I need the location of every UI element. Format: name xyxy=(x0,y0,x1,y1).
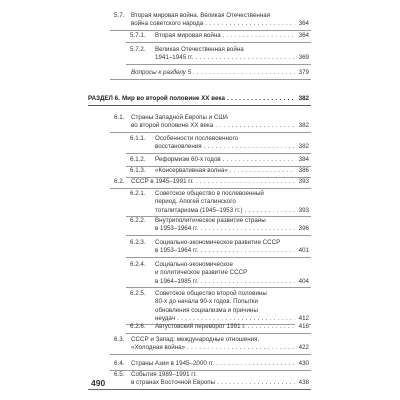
toc-number: 6.2.3. xyxy=(130,239,146,246)
toc-page-number: 382 xyxy=(295,122,309,130)
toc-row xyxy=(130,239,309,256)
toc-title xyxy=(155,261,295,286)
toc-number: 5.7.1. xyxy=(130,32,146,39)
toc-page-number: 401 xyxy=(295,247,309,255)
toc-rule xyxy=(126,235,311,236)
toc-rule xyxy=(126,257,311,258)
toc-title xyxy=(155,239,295,256)
toc-rule xyxy=(126,153,311,154)
toc-title-line: Реформизм 60-х годов . . . xyxy=(155,156,295,164)
toc-row xyxy=(114,178,309,186)
toc-title xyxy=(131,69,295,77)
toc-title xyxy=(155,46,295,63)
book-page xyxy=(88,14,311,400)
toc-number: РАЗДЕЛ 6. xyxy=(88,95,120,102)
toc-title-line: «Консервативная волна» . . . xyxy=(155,167,295,175)
toc-page-number: 422 xyxy=(295,344,309,352)
toc-title-line: Советское общество в послевоенный xyxy=(155,190,264,197)
toc-number: 6.4. xyxy=(114,360,125,367)
footer-rule xyxy=(88,389,311,390)
toc-rule xyxy=(110,132,311,133)
toc-title-line: и политическое развитие СССР xyxy=(155,269,248,277)
toc-title-line: неудач . . . xyxy=(155,315,295,323)
toc-title xyxy=(155,190,295,215)
toc-title-line: «Холодная война» . . . xyxy=(131,344,295,352)
toc-rule xyxy=(110,354,311,355)
toc-number: 5.7.2. xyxy=(130,46,146,53)
toc-number: 6.2.5. xyxy=(130,290,146,297)
toc-row xyxy=(130,32,309,40)
toc-row xyxy=(114,360,309,368)
toc-row xyxy=(114,12,309,29)
toc-number: 6.1.2. xyxy=(130,156,146,163)
toc-title xyxy=(122,95,295,103)
toc-page-number: 393 xyxy=(295,178,309,186)
toc-title-line: СССР в 1945–1991 гг. . . . xyxy=(131,178,295,186)
toc-row xyxy=(130,190,309,215)
toc-title-line: Внутриполитическое развитие страны xyxy=(155,217,266,224)
toc-rule xyxy=(126,42,311,43)
toc-row xyxy=(114,336,309,353)
toc-number: 5.7. xyxy=(114,12,125,19)
toc-title-line: События 1989–1991 гг. xyxy=(131,371,197,378)
toc-row xyxy=(114,114,309,131)
toc-title xyxy=(155,323,295,331)
toc-title xyxy=(131,178,295,186)
toc-rule xyxy=(88,105,311,106)
toc-page-number: 412 xyxy=(295,315,309,323)
toc-title-line: в 1964–1985 гг. . . . xyxy=(155,278,295,286)
toc-section-row xyxy=(88,95,309,103)
toc-title-line: Мир во второй половине XX века . . . xyxy=(122,95,295,103)
toc-page-number: 369 xyxy=(295,54,309,62)
toc-row xyxy=(130,167,309,175)
toc-row xyxy=(114,371,309,388)
page-number: 490 xyxy=(91,378,106,388)
toc-title-line: 80-х до начала 90-х годов. Попытки xyxy=(155,298,259,306)
toc-title xyxy=(155,135,295,152)
toc-rule xyxy=(110,79,311,80)
toc-title-line: Августовский переворот 1991 г. . . . xyxy=(155,323,295,331)
toc-title xyxy=(155,32,295,40)
toc-title-line: период. Апогей сталинского xyxy=(155,198,236,206)
toc-page-number: 393 xyxy=(295,207,309,215)
toc-title-line: Великая Отечественная война xyxy=(155,46,244,53)
toc-title xyxy=(131,336,295,353)
toc-number: 6.1. xyxy=(114,114,125,121)
toc-page-number: 416 xyxy=(295,323,309,331)
toc-title-line: Советское общество второй половины xyxy=(155,290,267,297)
toc-title-line: во второй половине XX века . . . xyxy=(131,122,295,130)
toc-row xyxy=(130,323,309,331)
toc-title-line: в 1953–1964 гг. . . . xyxy=(155,247,295,255)
toc-rule xyxy=(126,287,311,288)
toc-number: 6.5. xyxy=(114,371,125,378)
toc-number: 6.3. xyxy=(114,336,125,343)
toc-title-line: Особенности послевоенного xyxy=(155,135,239,142)
toc-rule xyxy=(110,188,311,189)
toc-title-line: восстановления . . . xyxy=(155,143,295,151)
toc-title-line: Вторая мировая война . . . xyxy=(155,32,295,40)
toc-number: 6.2.1. xyxy=(130,190,146,197)
toc-row xyxy=(130,261,309,286)
toc-number: 6.2.2. xyxy=(130,217,146,224)
toc-title-line: война советского народа . . . xyxy=(131,20,295,28)
toc-number: 6.2.6. xyxy=(130,323,146,330)
toc-title xyxy=(131,360,295,368)
toc-title-line: в 1953–1964 гг. . . . xyxy=(155,225,295,233)
toc-row xyxy=(130,135,309,152)
toc-row xyxy=(130,290,309,323)
toc-page-number: 386 xyxy=(295,167,309,175)
toc-title-line: СССР и Запад: международные отношения. xyxy=(131,336,260,343)
toc-title-line: 1941–1945 гг. . . . xyxy=(155,54,295,62)
toc-number: 6.1.3. xyxy=(130,167,146,174)
toc-number: 6.2. xyxy=(114,178,125,185)
toc-title-line: Социально-экономическое развитие СССР xyxy=(155,239,281,246)
toc-title xyxy=(155,290,295,323)
toc-title xyxy=(131,12,295,29)
toc-title-line: Страны Азии в 1945–2000 гг. . . . xyxy=(131,360,295,368)
toc-page-number: 396 xyxy=(295,225,309,233)
toc-page-number: 382 xyxy=(295,143,309,151)
toc-page-number: 404 xyxy=(295,278,309,286)
toc-number: 6.2.4. xyxy=(130,261,146,268)
toc-page-number: 382 xyxy=(295,95,309,103)
toc-rule xyxy=(126,333,311,334)
toc-title xyxy=(155,167,295,175)
toc-page-number: 379 xyxy=(295,69,309,77)
toc-title-line: тоталитаризма (1945–1953 гг.) . . . xyxy=(155,207,295,215)
toc-page-number: 384 xyxy=(295,156,309,164)
toc-title xyxy=(131,371,295,388)
toc-title xyxy=(155,217,295,234)
toc-title-line: в странах Восточной Европы . . . xyxy=(131,379,295,387)
toc-page-number: 364 xyxy=(295,20,309,28)
toc-row xyxy=(130,217,309,234)
toc-rule xyxy=(110,30,311,31)
toc-row xyxy=(114,69,309,77)
toc-title-line: Социально-экономическое xyxy=(155,261,233,268)
toc-title-line: обновления социализма и причины xyxy=(155,306,258,314)
toc-title-line: Страны Западной Европы и США xyxy=(131,114,229,121)
toc-page-number: 430 xyxy=(295,360,309,368)
toc-title-line: Вторая мировая война. Великая Отечественная xyxy=(131,12,271,19)
toc-title xyxy=(155,156,295,164)
toc-title xyxy=(131,114,295,131)
toc-page-number: 364 xyxy=(295,32,309,40)
toc-row xyxy=(130,156,309,164)
toc-number: 6.1.1. xyxy=(130,135,146,142)
toc-title-line: Вопросы к разделу 5 . . . xyxy=(131,69,295,77)
toc-page-number: 438 xyxy=(295,379,309,387)
toc-row xyxy=(130,46,309,63)
toc-rule xyxy=(126,64,311,65)
